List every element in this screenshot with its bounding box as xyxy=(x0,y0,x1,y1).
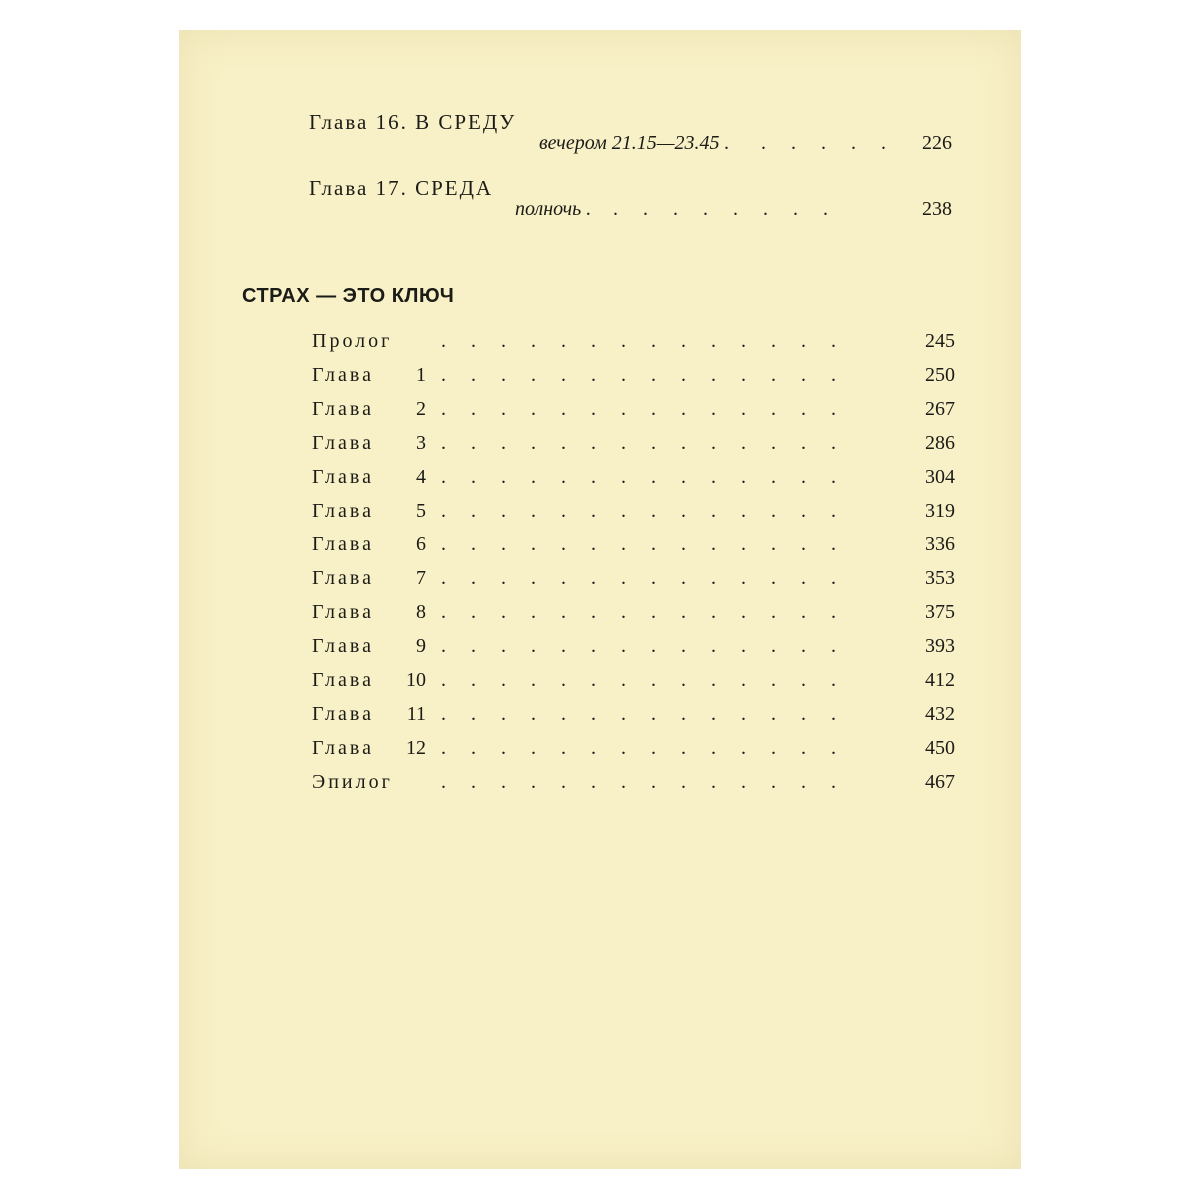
toc-row xyxy=(179,669,1021,699)
toc-chapter-number: 6 xyxy=(416,533,426,556)
page-number: 432 xyxy=(925,702,955,725)
leader-dots: . . . . . . . . . . . . . . xyxy=(441,465,861,488)
page-number: 467 xyxy=(925,770,955,793)
toc-label: Глава xyxy=(312,567,374,590)
page-number: 267 xyxy=(925,397,955,420)
book-page xyxy=(179,30,1021,1169)
toc-label: Глава xyxy=(312,397,374,420)
leader-dots: . . . . . . . . . . . . . . xyxy=(441,363,861,386)
toc-chapter-number: 7 xyxy=(416,567,426,590)
page-number: 393 xyxy=(925,635,955,658)
page-number: 286 xyxy=(925,431,955,454)
leader-dots: . . . . . . . . . . . . . . xyxy=(441,533,861,556)
toc-row xyxy=(179,703,1021,733)
toc-label: Глава xyxy=(312,465,374,488)
toc-label: Глава xyxy=(312,702,374,725)
chapter-heading: Глава 17. СРЕДА xyxy=(309,176,494,200)
toc-chapter-number: 8 xyxy=(416,601,426,624)
section-title: СТРАХ — ЭТО КЛЮЧ xyxy=(242,285,455,307)
page-number: 226 xyxy=(922,132,952,154)
leader-dots: . . . . . . . . . . . . . . xyxy=(441,601,861,624)
toc-row xyxy=(179,737,1021,767)
chapter-subtitle: полночь . xyxy=(515,198,592,220)
toc-row xyxy=(179,398,1021,428)
leader-dots: . . . . . . . . . . . . . . xyxy=(441,669,861,691)
toc-row xyxy=(179,364,1021,394)
page-number: 238 xyxy=(922,198,952,220)
leader-dots: . . . . . . . . . . . . . . xyxy=(441,499,861,522)
toc-label: Глава xyxy=(312,363,374,386)
page-number: 336 xyxy=(925,533,955,556)
toc-row xyxy=(179,567,1021,597)
page-number: 250 xyxy=(925,363,955,386)
toc-row xyxy=(179,330,1021,360)
toc-label: Эпилог xyxy=(312,770,393,793)
toc-label: Глава xyxy=(312,533,374,556)
chapter-heading: Глава 16. В СРЕДУ xyxy=(309,110,517,134)
chapter-subtitle: вечером 21.15—23.45 . xyxy=(539,132,730,154)
leader-dots: . . . . . . . . . . . . . . xyxy=(441,397,861,420)
toc-chapter-number: 9 xyxy=(416,635,426,658)
toc-row xyxy=(179,533,1021,563)
toc-chapter-number: 1 xyxy=(416,363,426,386)
toc-label: Глава xyxy=(312,669,374,691)
toc-chapter-number: 3 xyxy=(416,431,426,454)
leader-dots: . . . . . xyxy=(761,132,886,154)
page-number: 412 xyxy=(925,669,955,691)
leader-dots: . . . . . . . . . . . . . . xyxy=(441,736,861,759)
toc-row xyxy=(179,635,1021,665)
toc-row xyxy=(179,466,1021,496)
toc-chapter-number: 2 xyxy=(416,397,426,420)
leader-dots: . . . . . . . . . . . . . . xyxy=(441,702,861,725)
toc-label: Глава xyxy=(312,736,374,759)
page-number: 375 xyxy=(925,601,955,624)
toc-label: Глава xyxy=(312,635,374,658)
leader-dots: . . . . . . . . . . . . . . xyxy=(441,770,861,793)
toc-chapter-number: 12 xyxy=(406,736,426,759)
toc-label: Пролог xyxy=(312,330,393,352)
toc-chapter-number: 5 xyxy=(416,499,426,522)
page-number: 304 xyxy=(925,465,955,488)
page-number: 245 xyxy=(925,330,955,352)
toc-label: Глава xyxy=(312,601,374,624)
toc-chapter-number: 11 xyxy=(406,702,426,725)
leader-dots: . . . . . . . . . . . . . . xyxy=(441,567,861,590)
toc-row xyxy=(179,771,1021,801)
toc-row xyxy=(179,601,1021,631)
toc-chapter-number: 10 xyxy=(406,669,426,691)
leader-dots: . . . . . . . . . . . . . . xyxy=(441,330,861,352)
page-number: 353 xyxy=(925,567,955,590)
page-number: 319 xyxy=(925,499,955,522)
toc-row xyxy=(179,500,1021,530)
chapter-subtitle-line xyxy=(515,198,955,224)
leader-dots: . . . . . . . . . . . . . . xyxy=(441,431,861,454)
leader-dots: . . . . . . . . xyxy=(613,198,828,220)
toc-label: Глава xyxy=(312,499,374,522)
page-number: 450 xyxy=(925,736,955,759)
leader-dots: . . . . . . . . . . . . . . xyxy=(441,635,861,658)
toc-row xyxy=(179,432,1021,462)
toc-label: Глава xyxy=(312,431,374,454)
toc-chapter-number: 4 xyxy=(416,465,426,488)
